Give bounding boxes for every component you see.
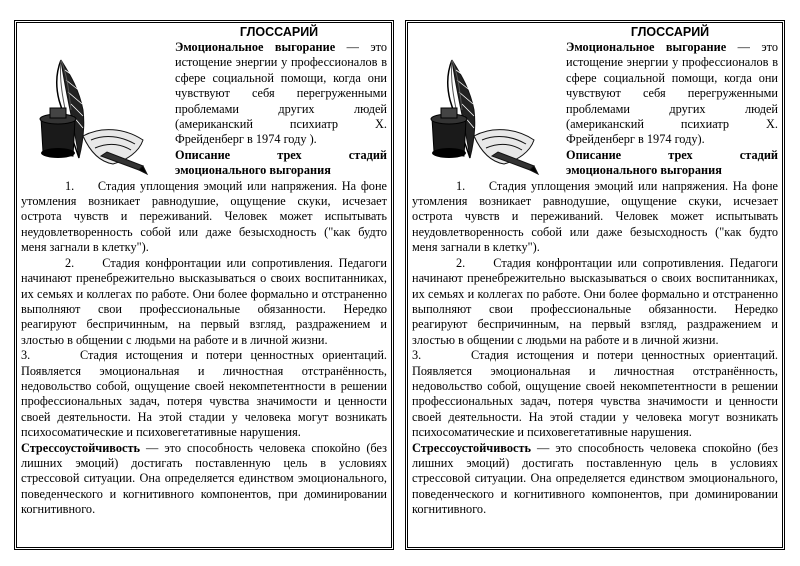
stage-2-text: 2. Стадия конфронтации или сопротивления. Педагоги начинают пренебрежительно высказываться о своих воспитанниках, их семьях и коллегах по работе. Они более формально и отстраненно выполняют свои профессиональные обязанности. Нередко реагируют беспричинным, на первый взгляд, раздражением и злостью в общении с людьми на работе и в личной жизни. — [412, 255, 778, 347]
stages-heading: Описание трех стадий эмоционального выгорания — [175, 147, 387, 178]
stage-3-text: 3. Стадия истощения и потери ценностных ориентаций. Появляется эмоциональная и личностная отстранённость, недовольство собой, ощущение своей некомпетентности в решении профессиональных задач, потеря чувства значимости и ценности своей деятельности. На этой стадии у человека могут возникать психосоматические и психовегетативные нарушения. — [21, 348, 387, 440]
term-stress-resistance: Стрессоустойчивость — [21, 440, 141, 455]
definition-stress-resistance — [21, 441, 387, 518]
stage-2-text: 2. Стадия конфронтации или сопротивления. Педагоги начинают пренебрежительно высказываться о своих воспитанниках, их семьях и коллегах по работе. Они более формально и отстраненно выполняют свои профессиональные обязанности. Нередко реагируют беспричинным, на первый взгляд, раздражением и злостью в общении с людьми на работе и в личной жизни. — [21, 255, 387, 347]
term-burnout: Эмоциональное выгорание — [566, 40, 727, 54]
stage-3-text: 3. Стадия истощения и потери ценностных ориентаций. Появляется эмоциональная и личностная отстранённость, недовольство собой, ощущение своей некомпетентности в решении профессиональных задач, потеря чувства значимости и ценности своей деятельности. На этой стадии у человека могут возникать психосоматические и психовегетативные нарушения. — [412, 348, 778, 440]
glossary-panel-right — [405, 20, 785, 550]
term-burnout: Эмоциональное выгорание — [175, 40, 336, 54]
definition-burnout-text: — это истощение энергии у профессионалов в сфере социальной помощи, когда они чувствуют себя перегруженными проблемами других людей (американский психиатр Х. Фрейденберг в 1974 году). — [566, 40, 778, 147]
quill-inkwell-illustration — [412, 40, 562, 176]
quill-inkwell-illustration — [21, 40, 171, 176]
stage-1-text: 1. Стадия уплощения эмоций или напряжения. На фоне утомления возникает равнодушие, ощущение скуки, исчезает острота чувств и переживаний. Человек может испытывать неудовлетворенность собой или даже безысходность ("как будто меня загнали в клетку"). — [21, 178, 387, 255]
quill-inkwell-icon — [412, 40, 562, 176]
panel-title: ГЛОССАРИЙ — [239, 25, 319, 39]
stages-heading: Описание трех стадий эмоционального выгорания — [566, 147, 778, 178]
definition-stress-resistance-text: — это способность человека спокойно (без лишних эмоций) достигать поставленную цель в условиях стрессовой ситуации. Она определяется единством эмоционального, поведенческого и когнитивного компонентов, при доминировании когнитивного. — [21, 440, 387, 517]
glossary-panel-left — [14, 20, 394, 550]
definition-burnout-text: — это истощение энергии у профессионалов в сфере социальной помощи, когда они чувствуют себя перегруженными проблемами других людей (американский психиатр Х. Фрейденберг в 1974 году ). — [175, 40, 387, 147]
definition-stress-resistance-text: — это способность человека спокойно (без лишних эмоций) достигать поставленную цель в условиях стрессовой ситуации. Она определяется единством эмоционального, поведенческого и когнитивного компонентов, при доминировании когнитивного. — [412, 440, 778, 517]
term-stress-resistance: Стрессоустойчивость — [412, 440, 532, 455]
quill-inkwell-icon — [21, 40, 171, 176]
panel-title: ГЛОССАРИЙ — [630, 25, 710, 39]
stage-1-text: 1. Стадия уплощения эмоций или напряжения. На фоне утомления возникает равнодушие, ощущение скуки, исчезает острота чувств и переживаний. Человек может испытывать неудовлетворенность собой или даже безысходность ("как будто меня загнали в клетку"). — [412, 178, 778, 255]
definition-stress-resistance — [412, 441, 778, 518]
